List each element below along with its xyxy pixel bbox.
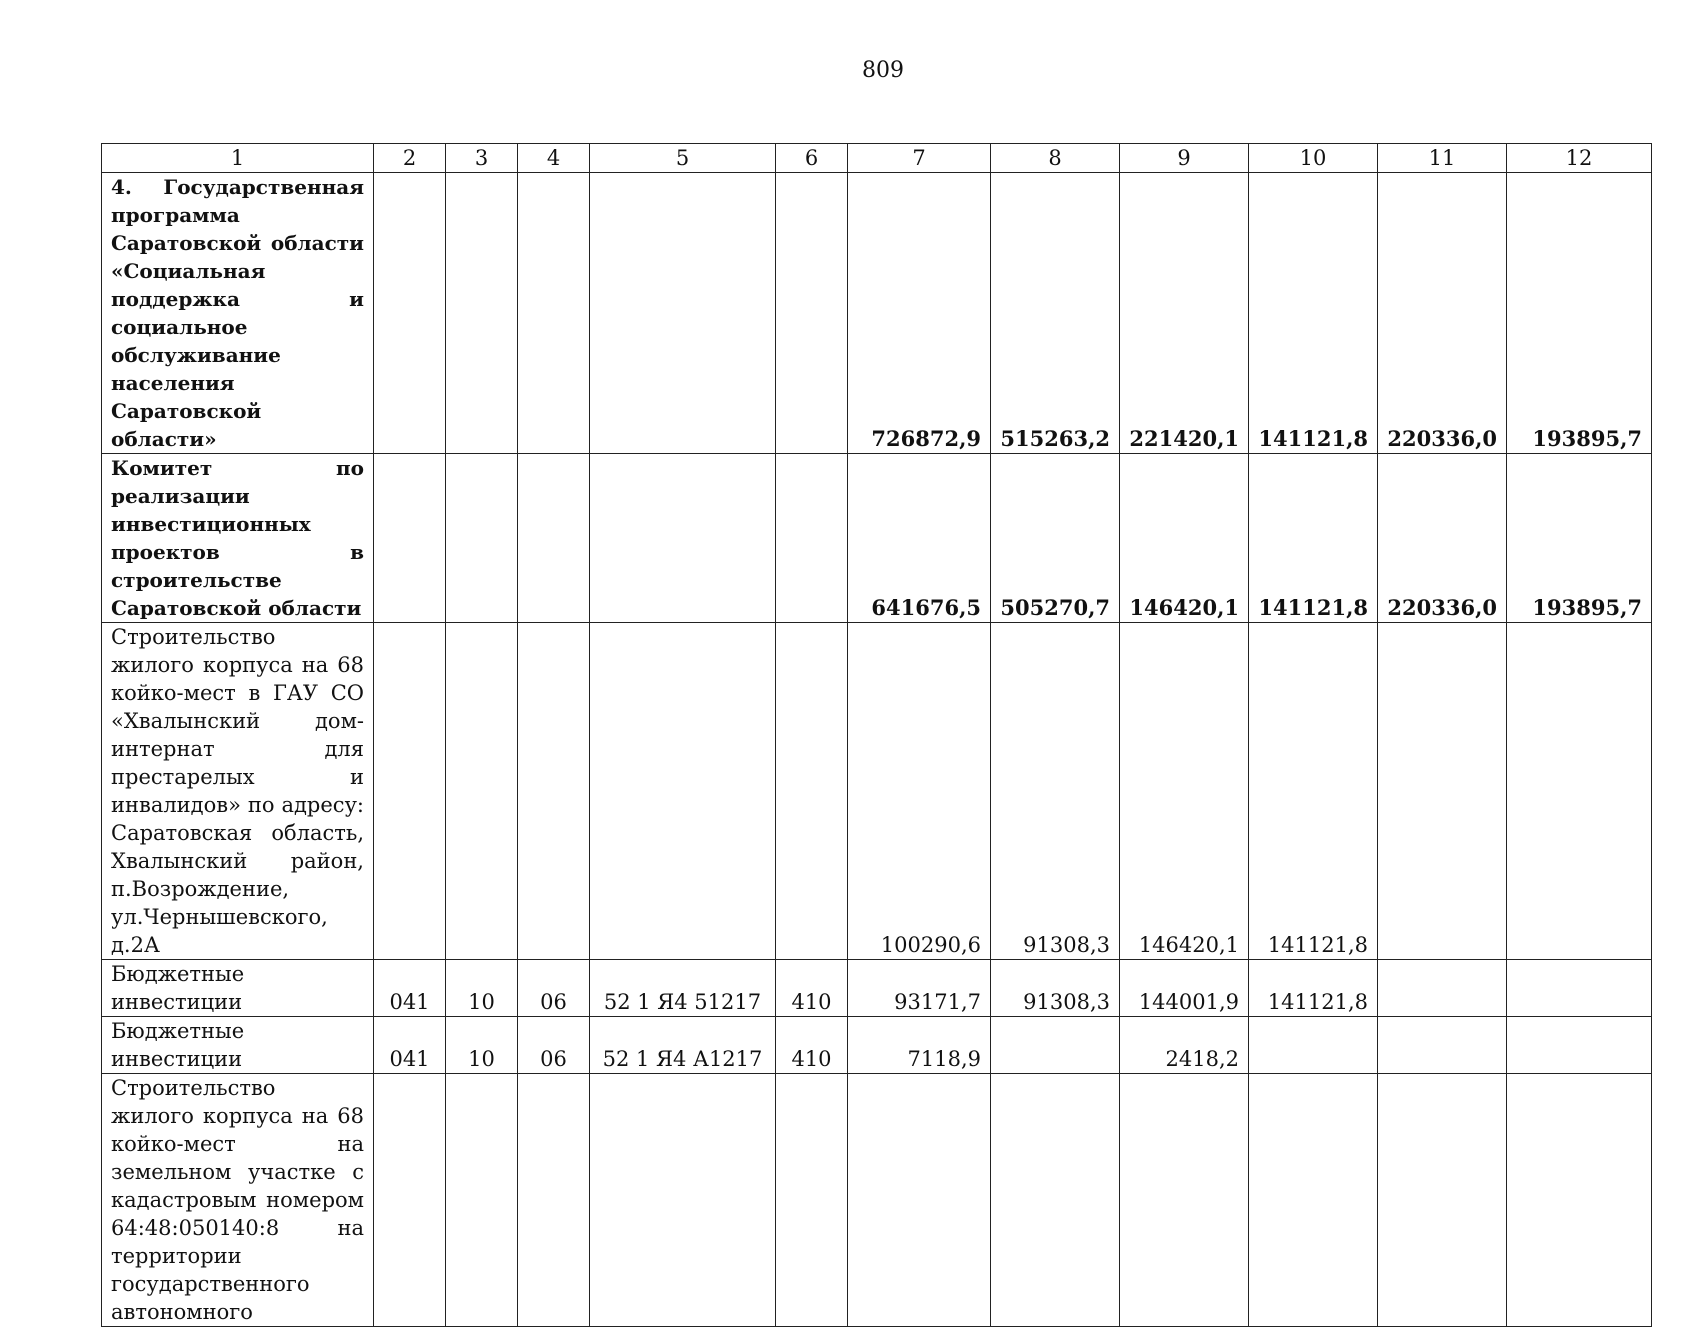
code-cell: 410 [776, 960, 848, 1017]
column-header: 12 [1507, 144, 1652, 173]
value-cell [1378, 623, 1507, 960]
value-cell: 91308,3 [991, 623, 1120, 960]
code-cell [446, 623, 518, 960]
code-cell [776, 623, 848, 960]
value-cell [1507, 1017, 1652, 1074]
value-cell [991, 1074, 1120, 1327]
column-header: 3 [446, 144, 518, 173]
value-cell: 220336,0 [1378, 454, 1507, 623]
value-cell: 193895,7 [1507, 454, 1652, 623]
column-header: 1 [102, 144, 374, 173]
row-name-cell: Комитет по реализации инвестиционных проектов в строительстве Саратовской области [102, 454, 374, 623]
code-cell: 06 [518, 960, 590, 1017]
table-row [102, 454, 1652, 623]
code-cell [590, 454, 776, 623]
value-cell: 7118,9 [848, 1017, 991, 1074]
code-cell: 10 [446, 1017, 518, 1074]
table-row [102, 623, 1652, 960]
row-name-cell: 4. Государственная программа Саратовской области «Социальная поддержка и социальное обслуживание населения Саратовской области» [102, 173, 374, 454]
column-header: 10 [1249, 144, 1378, 173]
code-cell [374, 623, 446, 960]
row-name-cell: Бюджетные инвестиции [102, 960, 374, 1017]
value-cell: 141121,8 [1249, 960, 1378, 1017]
value-cell: 146420,1 [1120, 623, 1249, 960]
value-cell: 641676,5 [848, 454, 991, 623]
value-cell: 220336,0 [1378, 173, 1507, 454]
column-header: 6 [776, 144, 848, 173]
code-cell [776, 173, 848, 454]
value-cell [1378, 1017, 1507, 1074]
code-cell [590, 623, 776, 960]
value-cell: 93171,7 [848, 960, 991, 1017]
value-cell [1378, 960, 1507, 1017]
code-cell: 041 [374, 960, 446, 1017]
code-cell [590, 173, 776, 454]
code-cell [518, 1074, 590, 1327]
code-cell: 06 [518, 1017, 590, 1074]
code-cell: 410 [776, 1017, 848, 1074]
value-cell: 2418,2 [1120, 1017, 1249, 1074]
column-header: 8 [991, 144, 1120, 173]
table-row [102, 1017, 1652, 1074]
value-cell: 141121,8 [1249, 173, 1378, 454]
value-cell [1249, 1074, 1378, 1327]
code-cell [590, 1074, 776, 1327]
code-cell [374, 454, 446, 623]
code-cell: 10 [446, 960, 518, 1017]
value-cell [991, 1017, 1120, 1074]
value-cell: 100290,6 [848, 623, 991, 960]
column-header: 9 [1120, 144, 1249, 173]
value-cell: 91308,3 [991, 960, 1120, 1017]
column-header: 7 [848, 144, 991, 173]
code-cell [518, 173, 590, 454]
table-header-row [102, 144, 1652, 173]
value-cell [1120, 1074, 1249, 1327]
column-header: 2 [374, 144, 446, 173]
code-cell [374, 173, 446, 454]
code-cell [446, 1074, 518, 1327]
code-cell [518, 454, 590, 623]
value-cell: 505270,7 [991, 454, 1120, 623]
column-header: 5 [590, 144, 776, 173]
code-cell [776, 1074, 848, 1327]
value-cell: 221420,1 [1120, 173, 1249, 454]
page-number: 809 [862, 58, 904, 83]
value-cell [1507, 960, 1652, 1017]
value-cell [1507, 623, 1652, 960]
code-cell [518, 623, 590, 960]
value-cell [1249, 1017, 1378, 1074]
code-cell [446, 173, 518, 454]
code-cell: 52 1 Я4 51217 [590, 960, 776, 1017]
value-cell [848, 1074, 991, 1327]
value-cell: 144001,9 [1120, 960, 1249, 1017]
column-header: 11 [1378, 144, 1507, 173]
value-cell [1507, 1074, 1652, 1327]
code-cell [776, 454, 848, 623]
value-cell [1378, 1074, 1507, 1327]
table-row [102, 1074, 1652, 1327]
table-body [102, 144, 1652, 1327]
value-cell: 141121,8 [1249, 454, 1378, 623]
value-cell: 141121,8 [1249, 623, 1378, 960]
value-cell: 146420,1 [1120, 454, 1249, 623]
code-cell: 52 1 Я4 А1217 [590, 1017, 776, 1074]
row-name-cell: Строительство жилого корпуса на 68 койко-мест в ГАУ СО «Хвалынский дом-интернат для престарелых и инвалидов» по адресу: Саратовская область, Хвалынский район, п.Возрождение, ул.Чернышевского, д.2А [102, 623, 374, 960]
value-cell: 193895,7 [1507, 173, 1652, 454]
value-cell: 515263,2 [991, 173, 1120, 454]
column-header: 4 [518, 144, 590, 173]
code-cell [374, 1074, 446, 1327]
row-name-cell: Строительство жилого корпуса на 68 койко-мест на земельном участке с кадастровым номером 64:48:050140:8 на территории государственного автономного [102, 1074, 374, 1327]
table-row [102, 173, 1652, 454]
table-row [102, 960, 1652, 1017]
code-cell [446, 454, 518, 623]
budget-table [101, 143, 1652, 1327]
row-name-cell: Бюджетные инвестиции [102, 1017, 374, 1074]
code-cell: 041 [374, 1017, 446, 1074]
value-cell: 726872,9 [848, 173, 991, 454]
